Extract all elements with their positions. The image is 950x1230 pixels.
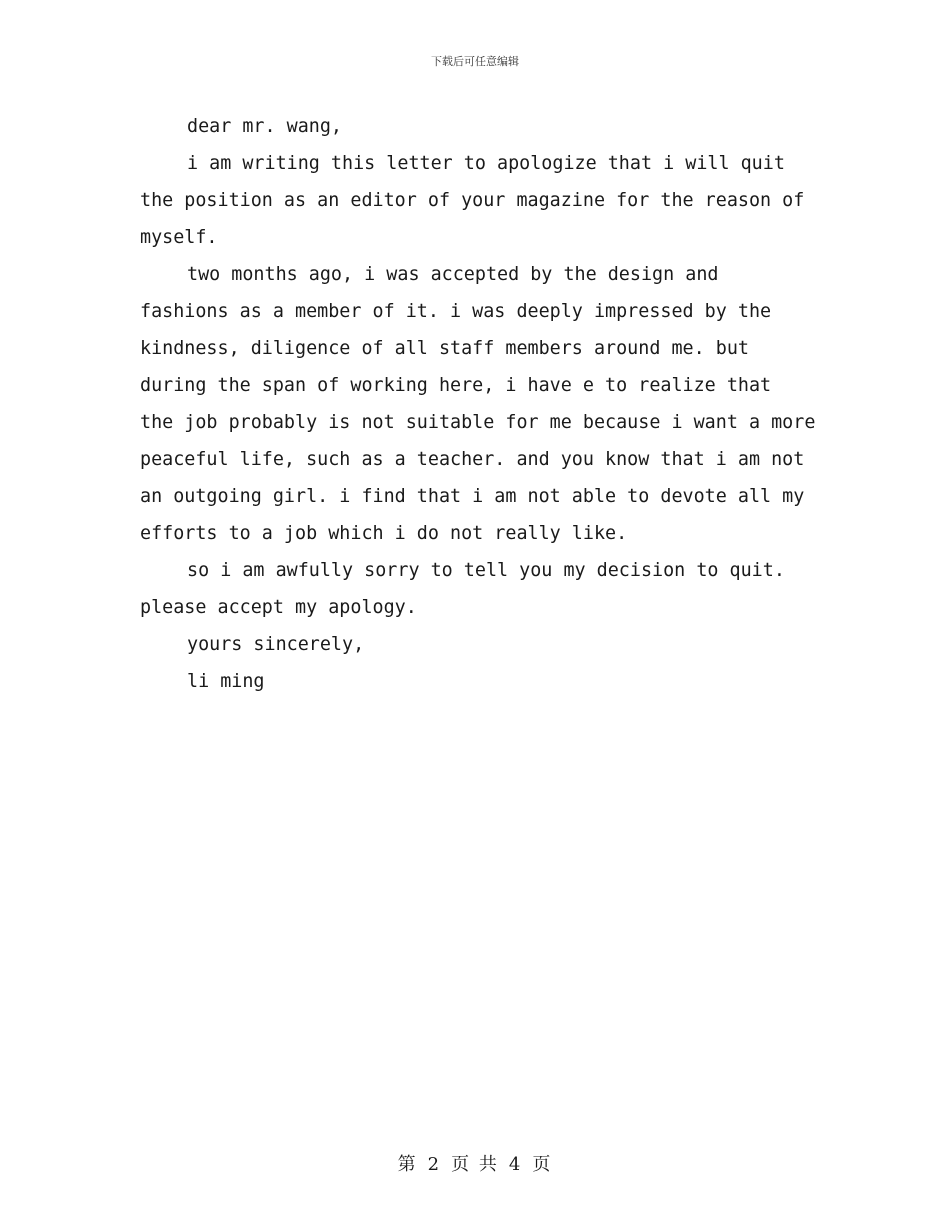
paragraph-1-line-1: i am writing this letter to apologize that i will quit — [187, 153, 785, 174]
paragraph-2-line-6: peaceful life, such as a teacher. and you know that i am not — [140, 449, 805, 470]
paragraph-2-line-8: efforts to a job which i do not really like. — [140, 523, 628, 544]
paragraph-2-line-3: kindness, diligence of all staff members around me. but — [140, 338, 749, 359]
letter-body — [140, 108, 820, 700]
footer-prefix: 第 — [397, 1154, 418, 1175]
paragraph-3-line-2: please accept my apology. — [140, 597, 417, 618]
paragraph-2-line-5: the job probably is not suitable for me because i want a more — [140, 412, 816, 433]
paragraph-2-line-1: two months ago, i was accepted by the design and — [187, 264, 719, 285]
signature: li ming — [187, 671, 265, 692]
paragraph-2-line-4: during the span of working here, i have e to realize that — [140, 375, 772, 396]
paragraph-2-line-7: an outgoing girl. i find that i am not able to devote all my — [140, 486, 805, 507]
paragraph-1-line-2: the position as an editor of your magazine for the reason of — [140, 190, 805, 211]
paragraph-3-line-1: so i am awfully sorry to tell you my decision to quit. — [187, 560, 785, 581]
footer-total-pages: 4 — [508, 1154, 523, 1175]
footer-page-number: 2 — [427, 1154, 442, 1175]
salutation: dear mr. wang, — [187, 116, 343, 137]
footer-middle: 页 共 — [451, 1154, 499, 1175]
page-header — [0, 54, 950, 70]
paragraph-2-line-2: fashions as a member of it. i was deeply impressed by the — [140, 301, 772, 322]
footer-suffix: 页 — [532, 1154, 553, 1175]
header-text: 下载后可任意编辑 — [431, 55, 519, 68]
page-footer — [0, 1152, 950, 1178]
closing: yours sincerely, — [187, 634, 365, 655]
paragraph-1-line-3: myself. — [140, 227, 218, 248]
